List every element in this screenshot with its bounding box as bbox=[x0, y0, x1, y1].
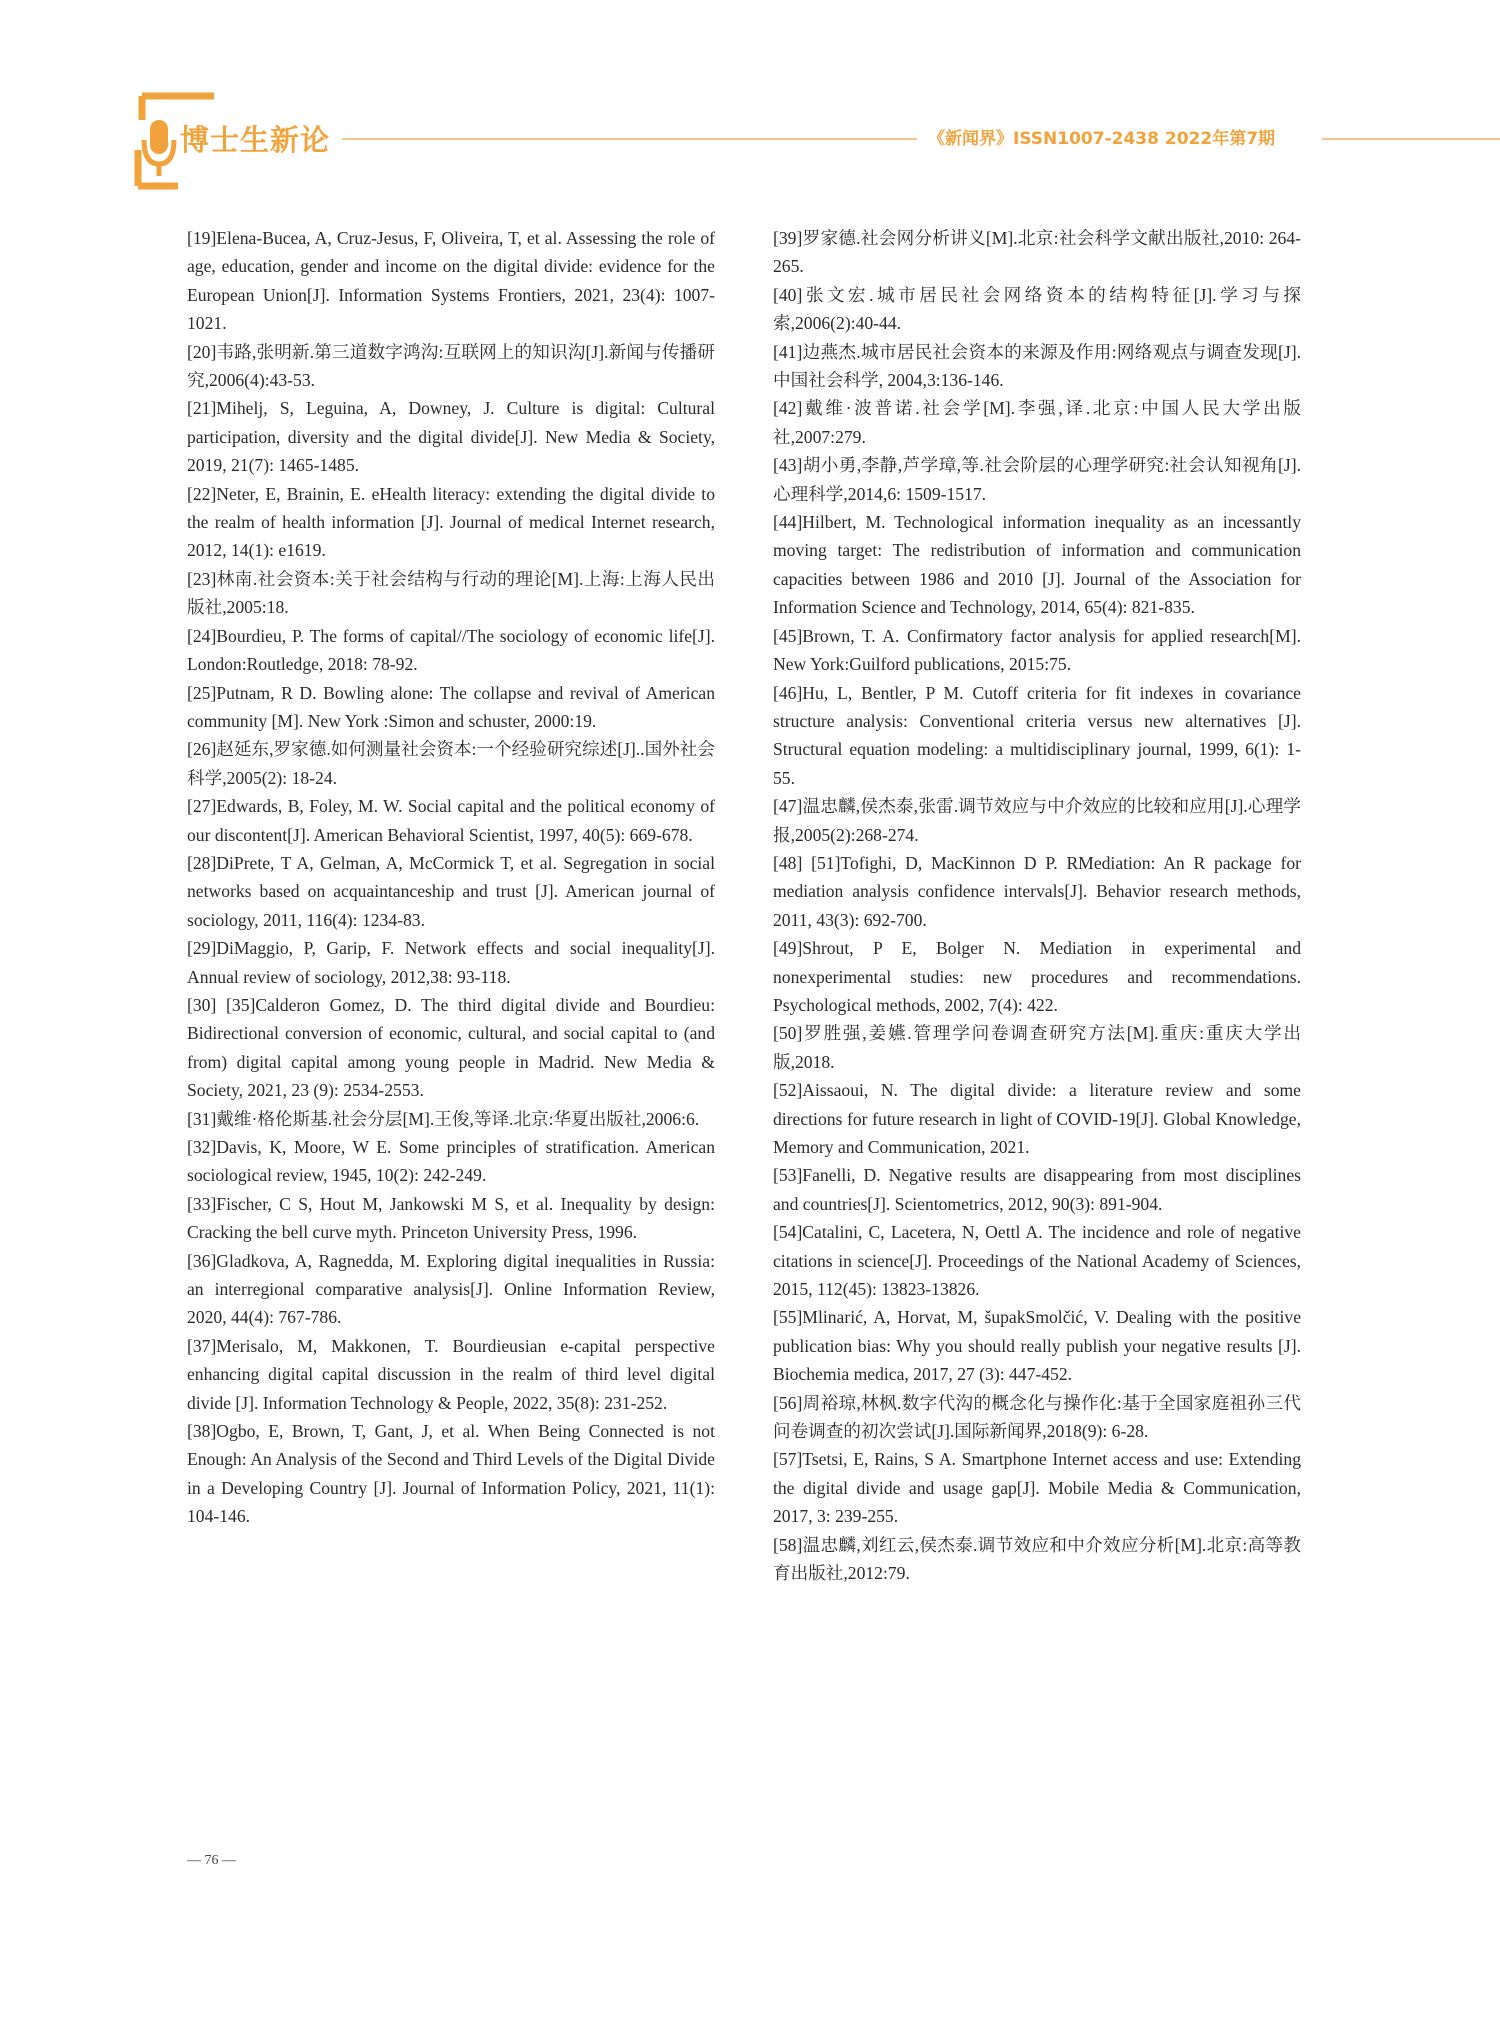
reference-item: [30] [35]Calderon Gomez, D. The third digital divide and Bourdieu: Bidirectional conversion of economic, cultural, and social capital to (and from) digital capital among young people in Madrid. New Media & Society, 2021, 23 (9): 2534-2553. bbox=[187, 994, 715, 1101]
reference-item: [42]戴维·波普诺.社会学[M].李强,译.北京:中国人民大学出版社,2007:279. bbox=[773, 398, 1301, 447]
reference-item: [28]DiPrete, T A, Gelman, A, McCormick T, et al. Segregation in social networks based on acquaintanceship and trust [J]. American journal of sociology, 2011, 116(4): 1234-83. bbox=[187, 852, 715, 930]
reference-item: [45]Brown, T. A. Confirmatory factor analysis for applied research[M]. New York:Guilford publications, 2015:75. bbox=[773, 625, 1301, 675]
reference-item: [58]温忠麟,刘红云,侯杰泰.调节效应和中介效应分析[M].北京:高等教育出版社,2012:79. bbox=[773, 1534, 1301, 1584]
reference-item: [36]Gladkova, A, Ragnedda, M. Exploring digital inequalities in Russia: an interregional comparative analysis[J]. Online Information Review, 2020, 44(4): 767-786. bbox=[187, 1250, 715, 1328]
page-number: — 76 — bbox=[187, 1853, 236, 1868]
reference-item: [26]赵延东,罗家德.如何测量社会资本:一个经验研究综述[J]..国外社会科学,2005(2): 18-24. bbox=[187, 739, 715, 788]
reference-item: [56]周裕琼,林枫.数字代沟的概念化与操作化:基于全国家庭祖孙三代问卷调查的初次尝试[J].国际新闻界,2018(9): 6-28. bbox=[773, 1392, 1301, 1442]
page-header bbox=[0, 0, 1500, 200]
header-rule-right bbox=[1322, 138, 1500, 140]
reference-item: [38]Ogbo, E, Brown, T, Gant, J, et al. When Being Connected is not Enough: An Analysis of the Second and Third Levels of the Digital Divide in a Developing Country [J]. Journal of Information Policy, 2021, 11(1): 104-146. bbox=[187, 1421, 715, 1527]
reference-item: [32]Davis, K, Moore, W E. Some principles of stratification. American sociological review, 1945, 10(2): 242-249. bbox=[187, 1137, 715, 1186]
journal-info: 《新闻界》ISSN1007-2438 2022年第7期 bbox=[928, 129, 1276, 149]
reference-item: [37]Merisalo, M, Makkonen, T. Bourdieusian e-capital perspective enhancing digital capital discussion in the realm of third level digital divide [J]. Information Technology & People, 2022, 35(8): 231-252. bbox=[187, 1335, 715, 1413]
reference-item: [44]Hilbert, M. Technological information inequality as an incessantly moving target: The redistribution of information and communication capacities between 1986 and 2010 [J]. Journal of the Association for Information Science and Technology, 2014, 65(4): 821-835. bbox=[773, 512, 1301, 618]
reference-item: [46]Hu, L, Bentler, P M. Cutoff criteria for fit indexes in covariance structure analysis: Conventional criteria versus new alternatives [J]. Structural equation modeling: a multidisciplinary journal, 1999, 6(1): 1-55. bbox=[773, 682, 1301, 788]
reference-item: [19]Elena-Bucea, A, Cruz-Jesus, F, Oliveira, T, et al. Assessing the role of age, education, gender and income on the digital divide: evidence for the European Union[J]. Information Systems Frontiers, 2021, 23(4): 1007-1021. bbox=[187, 228, 715, 334]
reference-item: [25]Putnam, R D. Bowling alone: The collapse and revival of American community [M]. New York :Simon and schuster, 2000:19. bbox=[187, 682, 715, 731]
reference-item: [49]Shrout, P E, Bolger N. Mediation in experimental and nonexperimental studies: new procedures and recommendations. Psychological methods, 2002, 7(4): 422. bbox=[773, 938, 1301, 1015]
reference-item: [47]温忠麟,侯杰泰,张雷.调节效应与中介效应的比较和应用[J].心理学报,2005(2):268-274. bbox=[773, 796, 1301, 845]
reference-item: [53]Fanelli, D. Negative results are disappearing from most disciplines and countries[J]. Scientometrics, 2012, 90(3): 891-904. bbox=[773, 1165, 1301, 1214]
references-column-left bbox=[187, 224, 715, 1531]
reference-item: [22]Neter, E, Brainin, E. eHealth literacy: extending the digital divide to the realm of health information [J]. Journal of medical Internet research, 2012, 14(1): e1619. bbox=[187, 483, 715, 561]
section-title: 博士生新论 bbox=[180, 123, 331, 157]
reference-item: [43]胡小勇,李静,芦学璋,等.社会阶层的心理学研究:社会认知视角[J].心理科学,2014,6: 1509-1517. bbox=[773, 455, 1301, 504]
reference-item: [48] [51]Tofighi, D, MacKinnon D P. RMediation: An R package for mediation analysis confidence intervals[J]. Behavior research methods, 2011, 43(3): 692-700. bbox=[773, 852, 1301, 930]
reference-item: [24]Bourdieu, P. The forms of capital//The sociology of economic life[J]. London:Routledge, 2018: 78-92. bbox=[187, 625, 715, 675]
reference-item: [54]Catalini, C, Lacetera, N, Oettl A. The incidence and role of negative citations in science[J]. Proceedings of the National Academy of Sciences, 2015, 112(45): 13823-13826. bbox=[773, 1222, 1301, 1300]
reference-item: [27]Edwards, B, Foley, M. W. Social capital and the political economy of our discontent[J]. American Behavioral Scientist, 1997, 40(5): 669-678. bbox=[187, 796, 715, 845]
reference-item: [57]Tsetsi, E, Rains, S A. Smartphone Internet access and use: Extending the digital divide and usage gap[J]. Mobile Media & Communication, 2017, 3: 239-255. bbox=[773, 1449, 1301, 1527]
header-rule-left bbox=[342, 138, 917, 140]
reference-item: [23]林南.社会资本:关于社会结构与行动的理论[M].上海:上海人民出版社,2005:18. bbox=[187, 568, 715, 618]
reference-item: [39]罗家德.社会网分析讲义[M].北京:社会科学文献出版社,2010: 264-265. bbox=[773, 228, 1301, 277]
reference-item: [55]Mlinarić, A, Horvat, M, šupakSmolčić, V. Dealing with the positive publication bias: Why you should really publish your negative results [J]. Biochemia medica, 2017, 27 (3): 447-452. bbox=[773, 1307, 1301, 1385]
reference-item: [41]边燕杰.城市居民社会资本的来源及作用:网络观点与调查发现[J].中国社会科学, 2004,3:136-146. bbox=[773, 341, 1301, 391]
reference-item: [52]Aissaoui, N. The digital divide: a literature review and some directions for future research in light of COVID-19[J]. Global Knowledge, Memory and Communication, 2021. bbox=[773, 1080, 1301, 1157]
reference-item: [40]张文宏.城市居民社会网络资本的结构特征[J].学习与探索,2006(2):40-44. bbox=[773, 284, 1301, 334]
reference-item: [21]Mihelj, S, Leguina, A, Downey, J. Culture is digital: Cultural participation, diversity and the digital divide[J]. New Media & Society, 2019, 21(7): 1465-1485. bbox=[187, 398, 715, 476]
reference-item: [20]韦路,张明新.第三道数字鸿沟:互联网上的知识沟[J].新闻与传播研究,2006(4):43-53. bbox=[187, 341, 715, 391]
reference-item: [50]罗胜强,姜嬿.管理学问卷调查研究方法[M].重庆:重庆大学出版,2018. bbox=[773, 1023, 1301, 1072]
reference-item: [29]DiMaggio, P, Garip, F. Network effects and social inequality[J]. Annual review of sociology, 2012,38: 93-118. bbox=[187, 938, 715, 987]
reference-item: [31]戴维·格伦斯基.社会分层[M].王俊,等译.北京:华夏出版社,2006:6. bbox=[187, 1108, 700, 1129]
reference-item: [33]Fischer, C S, Hout M, Jankowski M S, et al. Inequality by design: Cracking the bell curve myth. Princeton University Press, 1996. bbox=[187, 1193, 715, 1243]
references-column-right bbox=[773, 224, 1301, 1588]
